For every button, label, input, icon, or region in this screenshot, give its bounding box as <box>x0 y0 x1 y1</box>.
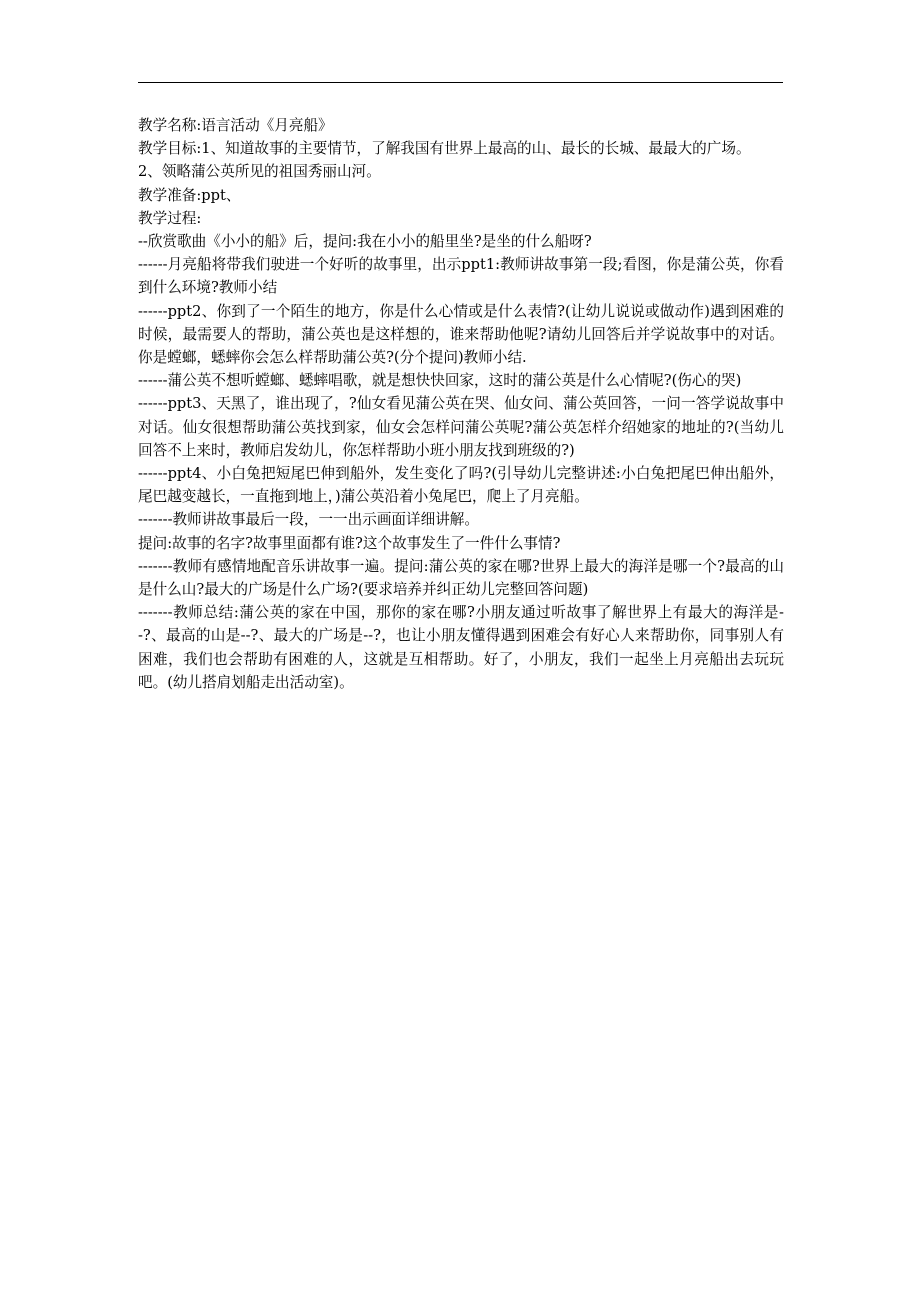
process-step-ppt2: ------ppt2、你到了一个陌生的地方，你是什么心情或是什么表情?(让幼儿说说或做动作)遇到困难的时候，最需要人的帮助，蒲公英也是这样想的，谁来帮助他呢?请幼儿回答后并学说故事中的对话。你是螳螂，蟋蟀你会怎么样帮助蒲公英?(分个提问)教师小结. <box>138 302 784 367</box>
process-step-song: --欣赏歌曲《小小的船》后，提问:我在小小的船里坐?是坐的什么船呀? <box>138 233 592 251</box>
header-rule <box>138 82 783 83</box>
process-step-retell: -------教师有感情地配音乐讲故事一遍。提问:蒲公英的家在哪?世界上最大的海洋是哪一个?最高的山是什么山?最大的广场是什么广场?(要求培养并纠正幼儿完整回答问题) <box>138 557 784 599</box>
lesson-goal-1: 教学目标:1、知道故事的主要情节，了解我国有世界上最高的山、最长的长城、最最大的广场。 <box>138 140 751 158</box>
process-step-ppt4: ------ppt4、小白兔把短尾巴伸到船外，发生变化了吗?(引导幼儿完整讲述:小白兔把尾巴伸出船外，尾巴越变越长，一直拖到地上，)蒲公英沿着小兔尾巴，爬上了月亮船。 <box>138 465 784 506</box>
lesson-title: 教学名称:语言活动《月亮船》 <box>138 117 333 134</box>
document-body <box>138 114 784 694</box>
process-step-ppt3: ------ppt3、天黑了，谁出现了，?仙女看见蒲公英在哭、仙女问、蒲公英回答，一问一答学说故事中对话。仙女很想帮助蒲公英找到家，仙女会怎样问蒲公英呢?蒲公英怎样介绍她家的地址的?(当幼儿回答不上来时，教师启发幼儿，你怎样帮助小班小朋友找到班级的?) <box>138 395 784 459</box>
process-step-ppt1: ------月亮船将带我们驶进一个好听的故事里，出示ppt1:教师讲故事第一段;看图，你是蒲公英，你看到什么环境?教师小结 <box>138 256 784 297</box>
process-step-summary: -------教师总结:蒲公英的家在中国，那你的家在哪?小朋友通过听故事了解世界上有最大的海洋是--?、最高的山是--?、最大的广场是--?，也让小朋友懂得遇到困难会有好心人来帮助你，同事别人有困难，我们也会帮助有困难的人，这就是互相帮助。好了，小朋友，我们一起坐上月亮船出去玩玩吧。(幼儿搭肩划船走出活动室)。 <box>138 604 784 691</box>
lesson-goal-2: 2、领略蒲公英所见的祖国秀丽山河。 <box>138 163 381 181</box>
process-step-questions: 提问:故事的名字?故事里面都有谁?这个故事发生了一件什么事情? <box>138 534 561 552</box>
process-step-dandelion: ------蒲公英不想听螳螂、蟋蟀唱歌，就是想快快回家，这时的蒲公英是什么心情呢?(伤心的哭) <box>138 372 742 390</box>
process-step-last-part: -------教师讲故事最后一段，一一出示画面详细讲解。 <box>138 511 479 529</box>
lesson-process-heading: 教学过程: <box>138 209 202 227</box>
lesson-preparation: 教学准备:ppt、 <box>138 186 241 204</box>
